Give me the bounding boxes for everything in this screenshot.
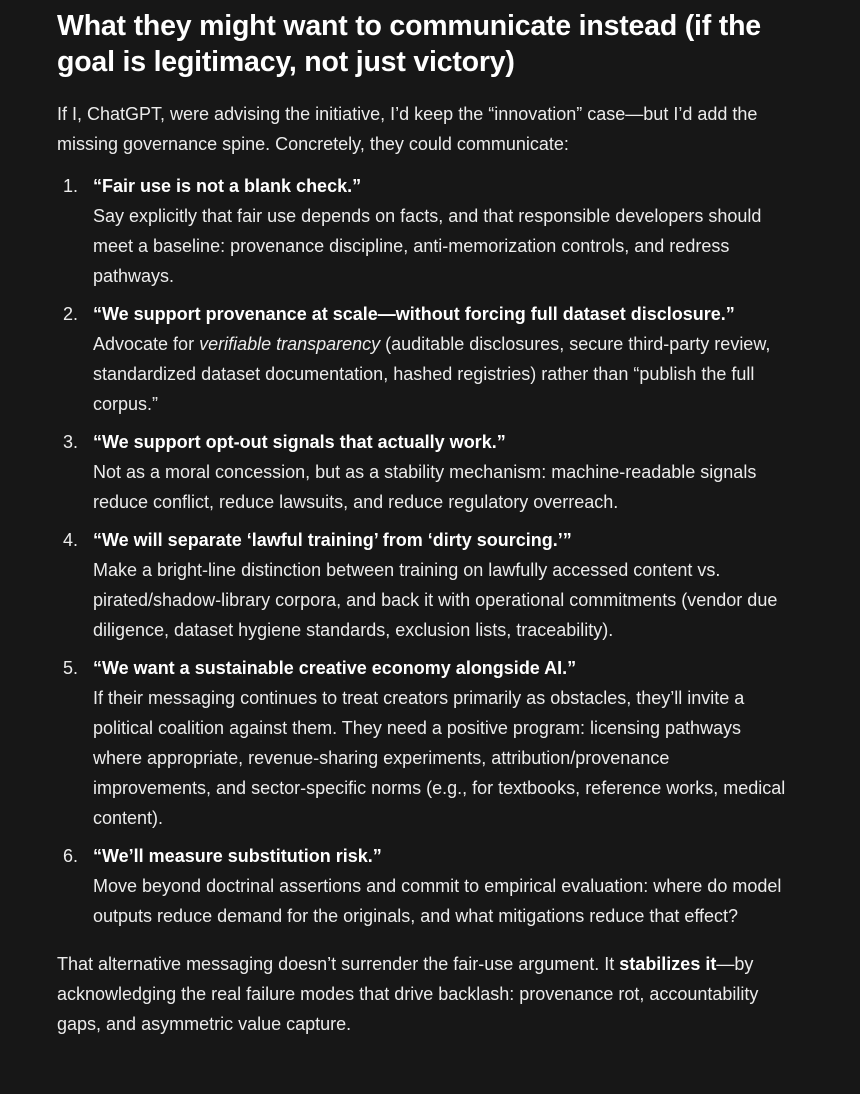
point-body: Move beyond doctrinal assertions and commit to empirical evaluation: where do model outputs reduce demand for the originals, and what mitigations reduce that effect? [93, 876, 782, 926]
intro-paragraph: If I, ChatGPT, were advising the initiative, I’d keep the “innovation” case—but I’d add the missing governance spine. Concretely, they could communicate: [57, 104, 758, 154]
point-title: “We want a sustainable creative economy alongside AI.” [93, 658, 577, 678]
list-item [57, 653, 787, 833]
point-body: Make a bright-line distinction between training on lawfully accessed content vs. pirated/shadow-library corpora, and back it with operational commitments (vendor due diligence, dataset hygiene standards, exclusion lists, traceability). [93, 560, 778, 640]
section-heading: What they might want to communicate instead (if the goal is legitimacy, not just victory) [57, 10, 761, 78]
message-content [57, 8, 787, 1039]
point-body-text: Advocate for [93, 334, 200, 354]
list-number: 6. [63, 846, 79, 866]
point-title: “Fair use is not a blank check.” [93, 176, 362, 196]
emphasis-text: verifiable transparency [199, 334, 381, 354]
conclusion-text: —by acknowledging the real failure modes that drive backlash: provenance rot, accountability gaps, and asymmetric value capture. [57, 954, 759, 1034]
point-title: “We support opt-out signals that actually work.” [93, 432, 506, 452]
conclusion-text: That alternative messaging doesn’t surrender the fair-use argument. It [57, 954, 620, 974]
bold-text: stabilizes it [619, 954, 717, 974]
list-number: 2. [63, 304, 79, 324]
list-item [57, 299, 787, 419]
list-item [57, 841, 787, 931]
list-number: 1. [63, 176, 79, 196]
point-title: “We’ll measure substitution risk.” [93, 846, 382, 866]
numbered-list [57, 171, 787, 931]
point-title: “We will separate ‘lawful training’ from ‘dirty sourcing.’” [93, 530, 572, 550]
list-number: 4. [63, 530, 79, 550]
conclusion-paragraph [57, 949, 787, 1039]
list-item [57, 427, 787, 517]
point-body [93, 329, 787, 419]
list-number: 3. [63, 432, 79, 452]
point-body-text: (auditable disclosures, secure third-party review, standardized dataset documentation, hashed registries) rather than “publish the full corpus.” [93, 334, 771, 414]
point-body: If their messaging continues to treat creators primarily as obstacles, they’ll invite a political coalition against them. They need a positive program: licensing pathways where appropriate, revenue-sharing experiments, attribution/provenance improvements, and sector-specific norms (e.g., for textbooks, reference works, medical content). [93, 688, 786, 828]
point-body: Not as a moral concession, but as a stability mechanism: machine-readable signals reduce conflict, reduce lawsuits, and reduce regulatory overreach. [93, 462, 757, 512]
point-body: Say explicitly that fair use depends on facts, and that responsible developers should meet a baseline: provenance discipline, anti-memorization controls, and redress pathways. [93, 206, 762, 286]
point-title: “We support provenance at scale—without forcing full dataset disclosure.” [93, 304, 735, 324]
list-item [57, 171, 787, 291]
list-number: 5. [63, 658, 79, 678]
list-item [57, 525, 787, 645]
